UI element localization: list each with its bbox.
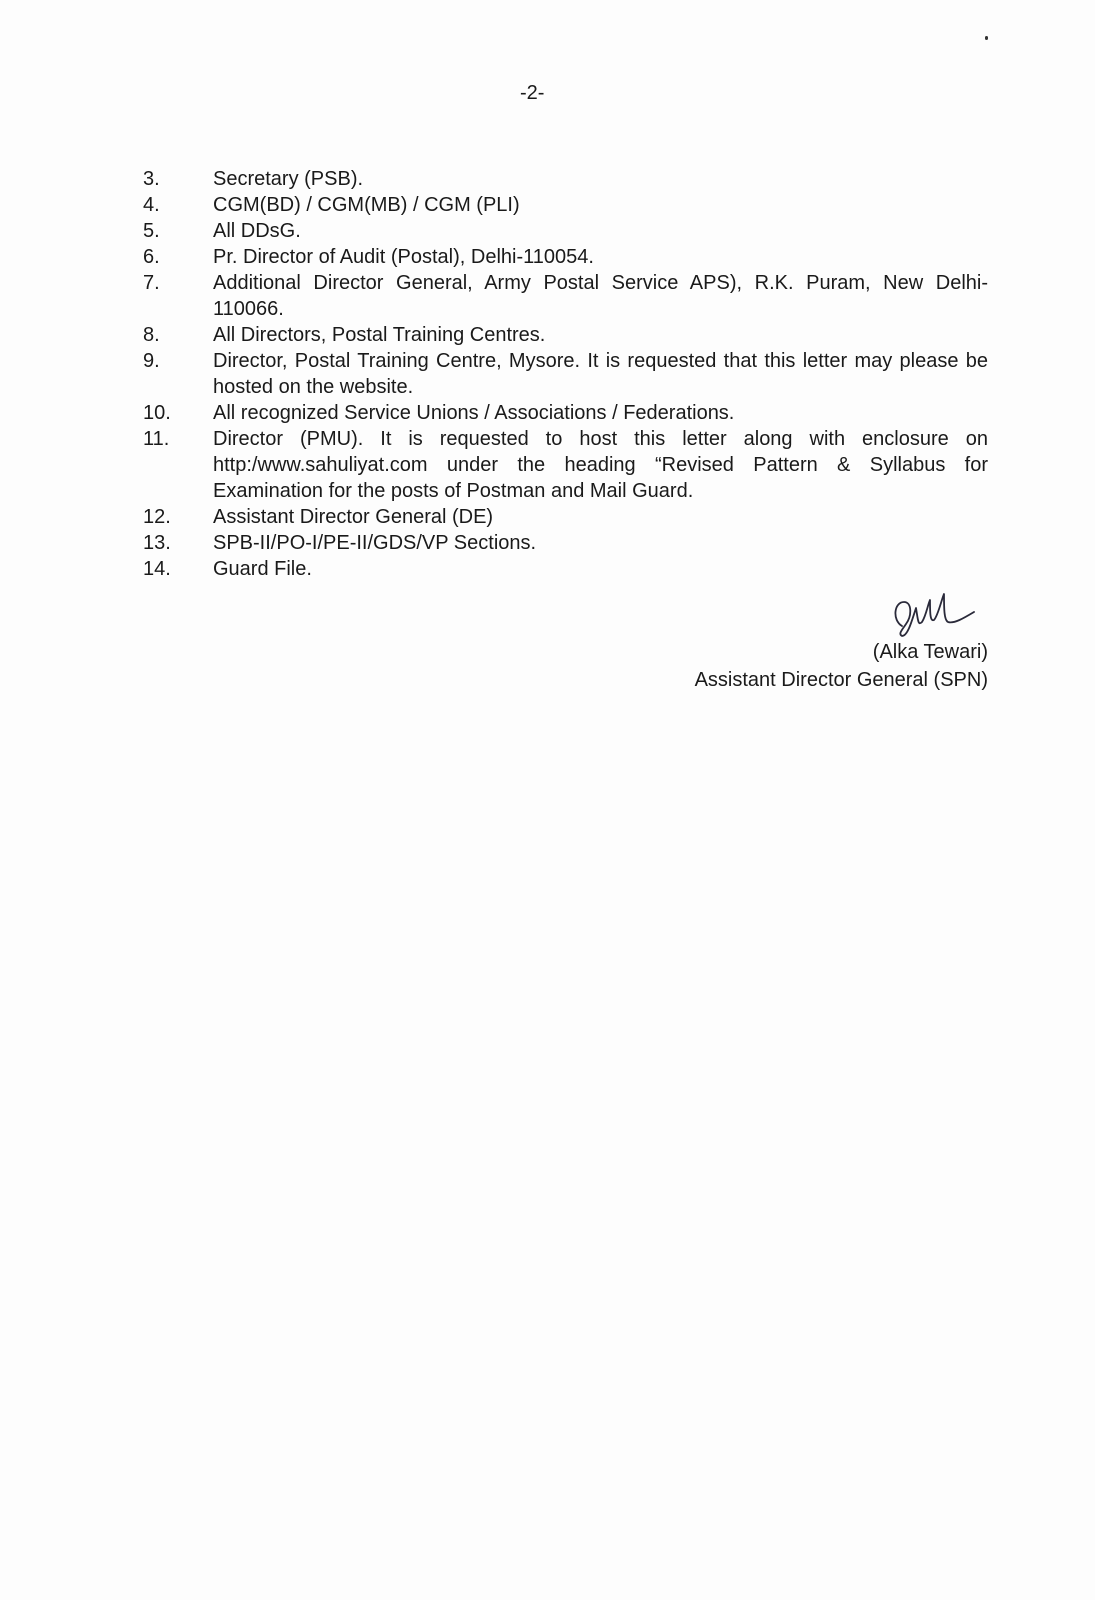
list-item <box>143 270 988 322</box>
list-item <box>143 348 988 400</box>
list-item-text: All Directors, Postal Training Centres. <box>213 324 546 346</box>
list-item <box>143 504 988 530</box>
list-item-number: 14. <box>143 558 171 580</box>
list-item-text: Director, Postal Training Centre, Mysore. It is requested that this letter may please be hosted on the website. <box>213 350 988 398</box>
list-item <box>143 426 988 504</box>
list-item-text: All DDsG. <box>213 220 301 242</box>
list-item <box>143 192 988 218</box>
list-item-number: 8. <box>143 324 160 346</box>
list-item-number: 11. <box>143 428 170 450</box>
list-item-number: 5. <box>143 220 160 242</box>
page-number: -2- <box>520 82 545 104</box>
list-item <box>143 556 988 582</box>
list-item <box>143 244 988 270</box>
handwritten-signature <box>888 590 978 638</box>
list-item <box>143 166 988 192</box>
list-item-text: Director (PMU). It is requested to host this letter along with enclosure on http:/www.sahuliyat.com under the heading “Revised Pattern & Syllabus for Examination for the posts of Postman and Mail Guard. <box>213 428 988 502</box>
list-item-number: 12. <box>143 506 171 528</box>
list-item-number: 3. <box>143 168 160 190</box>
list-item-text: Guard File. <box>213 558 312 580</box>
list-item-number: 6. <box>143 246 160 268</box>
scan-speck <box>985 36 988 40</box>
list-item-text: Secretary (PSB). <box>213 168 364 190</box>
list-item-text: Additional Director General, Army Postal Service APS), R.K. Puram, New Delhi-110066. <box>213 272 988 320</box>
list-item <box>143 322 988 348</box>
list-item-number: 10. <box>143 402 171 424</box>
list-item <box>143 530 988 556</box>
list-item-text: All recognized Service Unions / Associations / Federations. <box>213 402 735 424</box>
list-item <box>143 400 988 426</box>
list-item-text: SPB-II/PO-I/PE-II/GDS/VP Sections. <box>213 532 537 554</box>
signatory-designation: Assistant Director General (SPN) <box>694 669 988 691</box>
list-item-number: 13. <box>143 532 171 554</box>
distribution-list <box>143 166 988 582</box>
signatory-name: (Alka Tewari) <box>872 641 988 663</box>
list-item-number: 9. <box>143 350 160 372</box>
list-item-text: CGM(BD) / CGM(MB) / CGM (PLI) <box>213 194 520 216</box>
list-item-text: Assistant Director General (DE) <box>213 506 494 528</box>
list-item-number: 4. <box>143 194 160 216</box>
list-item-text: Pr. Director of Audit (Postal), Delhi-110054. <box>213 246 594 268</box>
signature-block <box>568 590 988 694</box>
list-item <box>143 218 988 244</box>
list-item-number: 7. <box>143 272 160 294</box>
